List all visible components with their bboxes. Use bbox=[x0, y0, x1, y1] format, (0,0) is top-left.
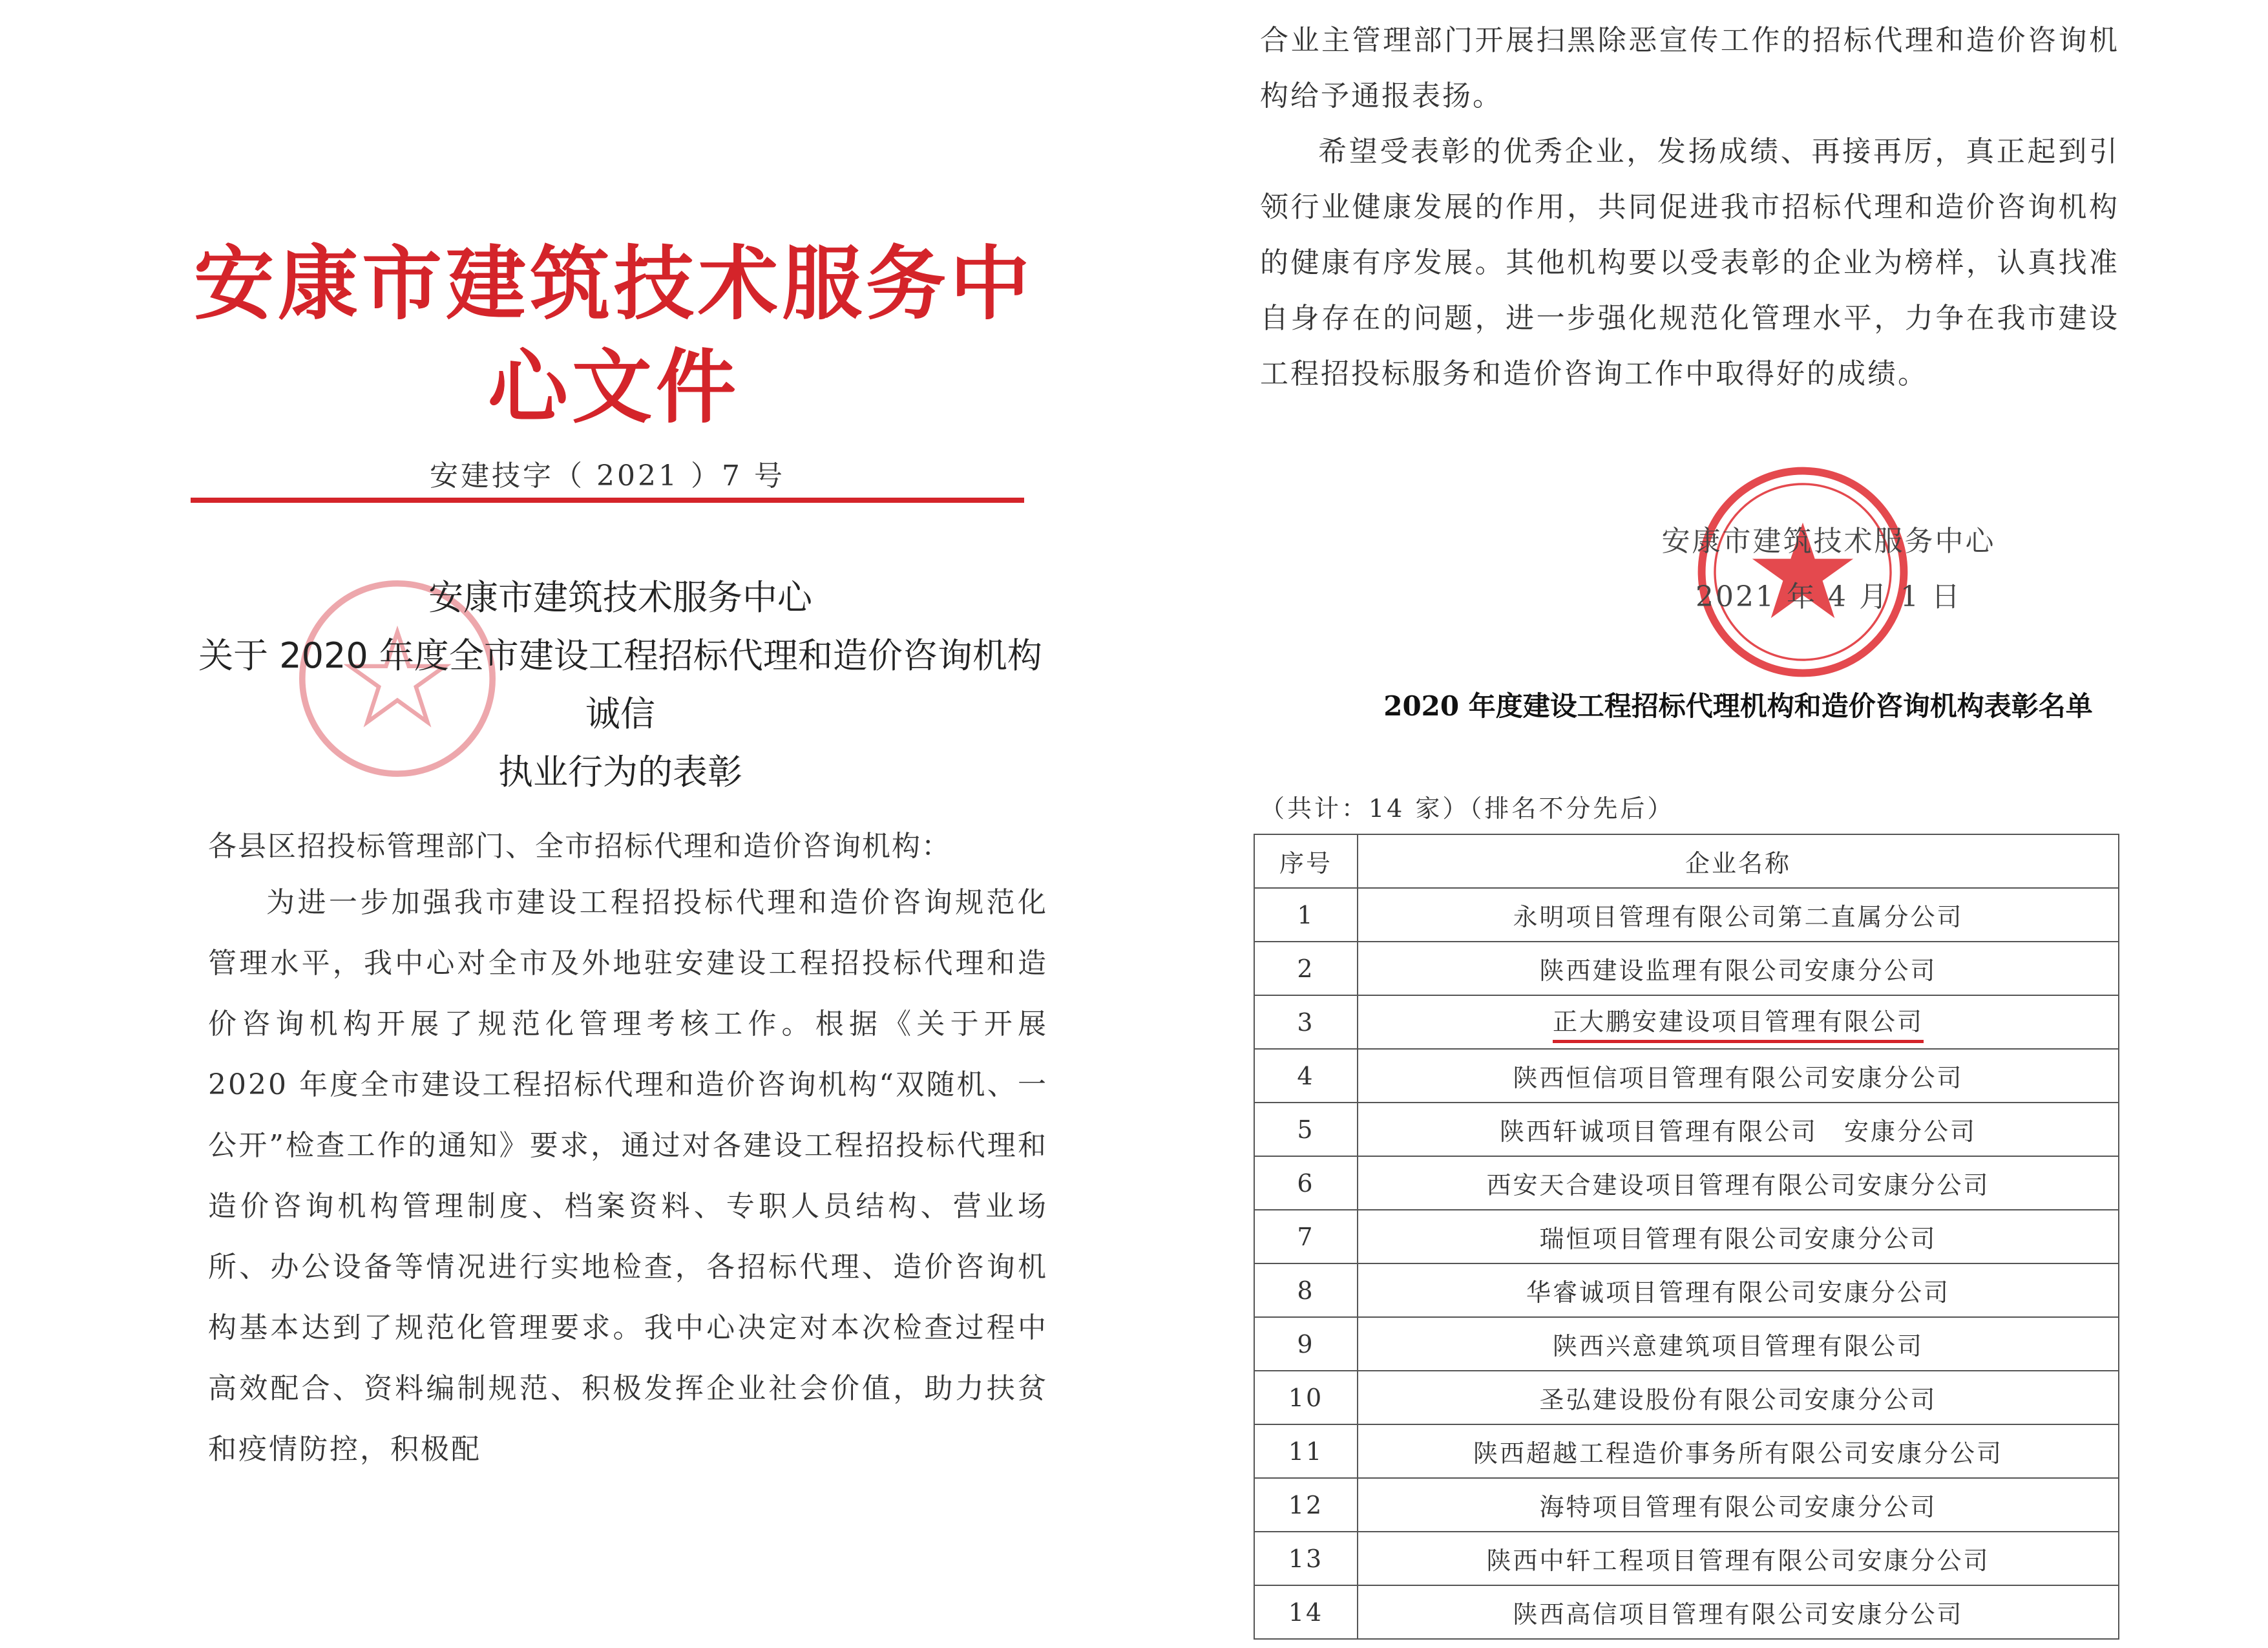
body-paragraph-2: 希望受表彰的优秀企业，发扬成绩、再接再厉，真正起到引领行业健康发展的作用，共同促进我市招标代理和造价咨询机构的健康有序发展。其他机构要以受表彰的企业为榜样，认真找准自身存在的问题，进一步强化规范化管理水平，力争在我市建设工程招投标服务和造价咨询工作中取得好的成绩。 bbox=[1260, 135, 2119, 390]
row-company: 永明项目管理有限公司第二直属分公司 bbox=[1358, 888, 2119, 942]
row-company: 陕西高信项目管理有限公司安康分公司 bbox=[1358, 1585, 2119, 1639]
row-company: 海特项目管理有限公司安康分公司 bbox=[1358, 1478, 2119, 1532]
row-no: 14 bbox=[1254, 1585, 1358, 1639]
row-no: 4 bbox=[1254, 1049, 1358, 1103]
list-note: （共计：14 家）（排名不分先后） bbox=[1260, 794, 1675, 823]
row-company: 陕西中轩工程项目管理有限公司安康分公司 bbox=[1358, 1532, 2119, 1585]
row-no: 1 bbox=[1254, 888, 1358, 942]
table-row bbox=[1254, 1585, 2119, 1639]
row-no: 5 bbox=[1254, 1103, 1358, 1156]
row-company: 圣弘建设股份有限公司安康分公司 bbox=[1358, 1371, 2119, 1424]
signature-date: 2021 年 4 月 1 日 bbox=[1696, 580, 1962, 613]
row-no: 9 bbox=[1254, 1317, 1358, 1371]
row-no: 2 bbox=[1254, 942, 1358, 995]
row-no: 10 bbox=[1254, 1371, 1358, 1424]
table-row bbox=[1254, 942, 2119, 995]
row-no: 6 bbox=[1254, 1156, 1358, 1210]
row-company-highlighted bbox=[1358, 995, 2119, 1049]
signature-org: 安康市建筑技术服务中心 bbox=[1661, 525, 1996, 558]
row-company: 瑞恒项目管理有限公司安康分公司 bbox=[1358, 1210, 2119, 1263]
row-no: 13 bbox=[1254, 1532, 1358, 1585]
signature-block bbox=[1635, 514, 2022, 625]
table-row bbox=[1254, 1156, 2119, 1210]
table-row bbox=[1254, 1317, 2119, 1371]
table-row bbox=[1254, 1478, 2119, 1532]
title-line-2: 关于 2020 年度全市建设工程招标代理和造价咨询机构诚信 bbox=[198, 635, 1042, 734]
body-paragraph-1: 为进一步加强我市建设工程招投标代理和造价咨询规范化管理水平，我中心对全市及外地驻安建设工程招投标代理和造价咨询机构开展了规范化管理考核工作。根据《关于开展 2020 年度全市建设工程招标代理和造价咨询机构“双随机、一公开”检查工作的通知》要求，通过对各建设工程招投标代理和造价咨询机构管理制度、档案资料、专职人员结构、营业场所、办公设备等情况进行实地检查，各招标代理、造价咨询机构基本达到了规范化管理要求。我中心决定对本次检查过程中高效配合、资料编制规范、积极发挥企业社会价值，助力扶贫和疫情防控，积极配 bbox=[208, 886, 1048, 1466]
table-row bbox=[1254, 995, 2119, 1049]
row-company: 华睿诚项目管理有限公司安康分公司 bbox=[1358, 1263, 2119, 1317]
table-row bbox=[1254, 1263, 2119, 1317]
highlighted-company: 正大鹏安建设项目管理有限公司 bbox=[1553, 1002, 1924, 1043]
table-row bbox=[1254, 1424, 2119, 1478]
header-company: 企业名称 bbox=[1358, 834, 2119, 888]
document-header: 安康市建筑技术服务中心文件 bbox=[193, 237, 1034, 434]
body-continued: 合业主管理部门开展扫黑除恶宣传工作的招标代理和造价咨询机构给予通报表扬。 bbox=[1260, 24, 2119, 112]
table-row bbox=[1254, 1103, 2119, 1156]
row-no: 12 bbox=[1254, 1478, 1358, 1532]
right-page bbox=[1228, 0, 2268, 1648]
row-company: 陕西超越工程造价事务所有限公司安康分公司 bbox=[1358, 1424, 2119, 1478]
document-number: 安建技字（ 2021 ）7 号 bbox=[430, 460, 785, 492]
row-company: 陕西兴意建筑项目管理有限公司 bbox=[1358, 1317, 2119, 1371]
right-body bbox=[1260, 13, 2119, 402]
row-no: 7 bbox=[1254, 1210, 1358, 1263]
row-company: 陕西轩诚项目管理有限公司 安康分公司 bbox=[1358, 1103, 2119, 1156]
document-title bbox=[194, 569, 1047, 801]
table-row bbox=[1254, 1532, 2119, 1585]
row-company: 陕西建设监理有限公司安康分公司 bbox=[1358, 942, 2119, 995]
table-row bbox=[1254, 1371, 2119, 1424]
row-company: 陕西恒信项目管理有限公司安康分公司 bbox=[1358, 1049, 2119, 1103]
table-header-row bbox=[1254, 834, 2119, 888]
title-line-1: 安康市建筑技术服务中心 bbox=[428, 577, 812, 618]
row-no: 3 bbox=[1254, 995, 1358, 1049]
salutation: 各县区招投标管理部门、全市招标代理和造价咨询机构： bbox=[208, 830, 951, 863]
row-no: 8 bbox=[1254, 1263, 1358, 1317]
list-title: 2020 年度建设工程招标代理机构和造价咨询机构表彰名单 bbox=[1383, 690, 2093, 722]
title-line-3: 执业行为的表彰 bbox=[498, 752, 742, 792]
table-row bbox=[1254, 1210, 2119, 1263]
table-row bbox=[1254, 1049, 2119, 1103]
row-company: 西安天合建设项目管理有限公司安康分公司 bbox=[1358, 1156, 2119, 1210]
award-table bbox=[1254, 834, 2119, 1640]
header-serial: 序号 bbox=[1254, 834, 1358, 888]
table-row bbox=[1254, 888, 2119, 942]
row-no: 11 bbox=[1254, 1424, 1358, 1478]
red-divider bbox=[191, 498, 1024, 503]
